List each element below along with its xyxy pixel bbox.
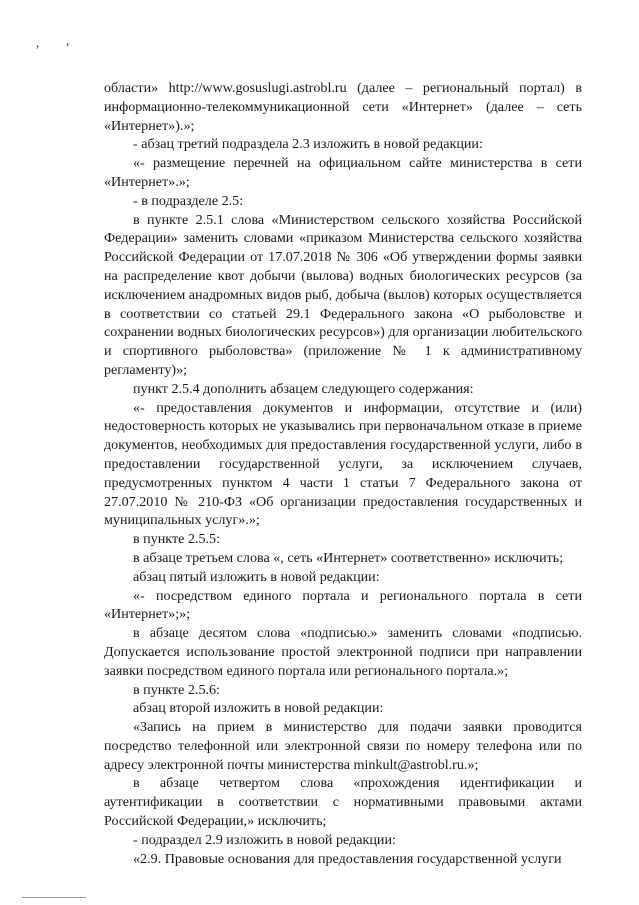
- paragraph: в абзаце десятом слова «подписью.» заменить словами «подписью. Допускается использование простой электронной подписи при направлении заявки посредством единого портала или регионального портала.»;: [104, 625, 582, 679]
- paragraph: в пункте 2.5.5:: [133, 531, 221, 548]
- paragraph: - в подразделе 2.5:: [133, 192, 244, 209]
- paragraph: в абзаце третьем слова «, сеть «Интернет» соответственно» исключить;: [133, 549, 564, 566]
- paragraph: абзац пятый изложить в новой редакции:: [133, 568, 380, 585]
- scan-mark: ,: [36, 35, 40, 50]
- footnote-rule: [22, 897, 86, 898]
- document-body: [104, 79, 582, 868]
- paragraph: области» http://www.gosuslugi.astrobl.ru (далее – региональный портал) в информационно-телекоммуникационной сети «Интернет» (далее – сеть «Интернет»).»;: [104, 80, 582, 134]
- paragraph: - абзац третий подраздела 2.3 изложить в новой редакции:: [133, 136, 483, 153]
- paragraph: абзац второй изложить в новой редакции:: [133, 700, 384, 717]
- paragraph: - подраздел 2.9 изложить в новой редакции:: [133, 831, 396, 848]
- paragraph: «- размещение перечней на официальном сайте министерства в сети «Интернет».»;: [104, 155, 582, 190]
- paragraph: пункт 2.5.4 дополнить абзацем следующего содержания:: [133, 380, 474, 397]
- paragraph: «- предоставления документов и информации, отсутствие и (или) недостоверность которых не указывались при первоначальном отказе в приеме документов, необходимых для предоставления государственной услуги, либо в предоставлении государственной услуги, за исключением случаев, предусмотренных пунктом 4 части 1 статьи 7 Федерального закона от 27.07.2010 № 210-ФЗ «Об организации предоставления государственных и муниципальных услуг».»;: [104, 399, 582, 529]
- paragraph: «- посредством единого портала и регионального портала в сети «Интернет»;»;: [104, 587, 582, 623]
- paragraph: в абзаце четвертом слова «прохождения идентификации и аутентификации в соответствии с нормативными правовыми актами Российской Федерации,» исключить;: [104, 775, 582, 830]
- scan-mark: ,: [66, 33, 70, 48]
- paragraph: «Запись на прием в министерство для подачи заявки проводится посредство телефонной или электронной связи по номеру телефона или по адресу электронной почты министерства minkult@astrobl.ru.»;: [104, 719, 582, 773]
- paragraph: «2.9. Правовые основания для предоставления государственной услуги: [133, 850, 562, 867]
- paragraph: в пункте 2.5.6:: [133, 681, 221, 698]
- paragraph: в пункте 2.5.1 слова «Министерством сельского хозяйства Российской Федерации» заменить словами «приказом Министерства сельского хозяйства Российской Федерации от 17.07.2018 № 306 «Об утверждении формы заявки на распределение квот добычи (вылова) водных биологических ресурсов (за исключением анадромных видов рыб, добыча (вылов) которых осуществляется в соответствии со статьей 29.1 Федерального закона «О рыболовстве и сохранении водных биологических ресурсов») для организации любительского и спортивного рыболовства» (приложение № 1 к административному регламенту)»;: [104, 211, 582, 378]
